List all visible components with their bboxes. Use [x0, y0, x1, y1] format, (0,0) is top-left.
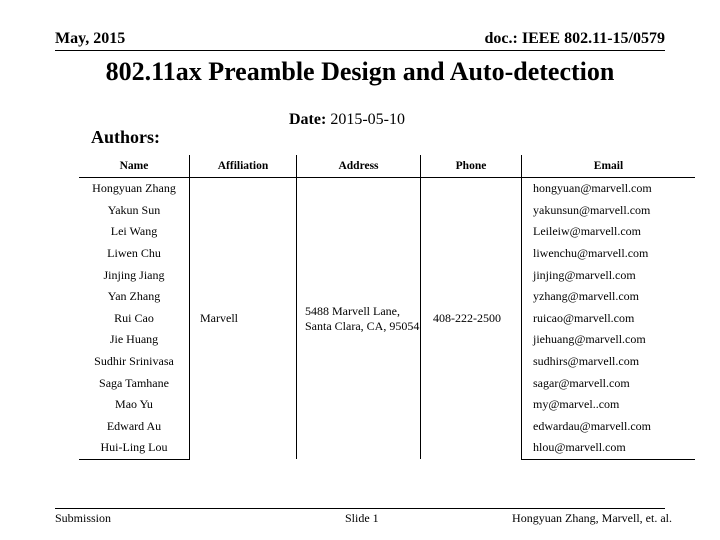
author-email: sudhirs@marvell.com [522, 351, 696, 373]
header-rule [55, 50, 665, 51]
header-doc-number: doc.: IEEE 802.11-15/0579 [484, 30, 665, 47]
author-name: Jinjing Jiang [103, 267, 165, 282]
author-name: Saga Tamhane [99, 375, 169, 390]
author-email: my@marvel..com [522, 394, 696, 416]
author-email: Leileiw@marvell.com [522, 221, 696, 243]
author-email: hongyuan@marvell.com [522, 178, 696, 200]
table-row [79, 178, 695, 200]
header-phone: Phone [421, 155, 522, 178]
author-email: hlou@marvell.com [522, 437, 696, 459]
author-name: Hongyuan Zhang [92, 181, 176, 196]
header-affiliation: Affiliation [190, 155, 297, 178]
author-name: Mao Yu [115, 397, 153, 412]
author-name: Jie Huang [109, 332, 159, 347]
header-address: Address [297, 155, 421, 178]
affiliation-cell: Marvell [190, 178, 297, 460]
header-email: Email [522, 155, 696, 178]
date-label: Date: [289, 111, 327, 128]
author-name: Hui-Ling Lou [79, 437, 190, 459]
author-email: jiehuang@marvell.com [522, 329, 696, 351]
author-name: Yakun Sun [107, 202, 161, 217]
authors-heading: Authors: [91, 127, 161, 147]
header-date: May, 2015 [55, 30, 126, 47]
date-value: 2015-05-10 [330, 111, 405, 128]
authors-table [79, 155, 695, 460]
author-email: liwenchu@marvell.com [522, 243, 696, 265]
author-name: Yan Zhang [107, 289, 161, 304]
author-name: Liwen Chu [107, 246, 161, 261]
author-name: Sudhir Srinivasa [94, 354, 174, 369]
address-cell: 5488 Marvell Lane, Santa Clara, CA, 95054 [297, 178, 421, 460]
author-email: ruicao@marvell.com [522, 308, 696, 330]
header-name: Name [79, 155, 190, 178]
author-email: edwardau@marvell.com [522, 416, 696, 438]
author-name: Rui Cao [114, 310, 154, 325]
table-header-row [79, 155, 695, 178]
footer-submission: Submission [55, 511, 112, 525]
footer-slide-number: Slide 1 [345, 511, 379, 525]
phone-cell: 408-222-2500 [421, 178, 522, 460]
author-email: yzhang@marvell.com [522, 286, 696, 308]
slide-title: 802.11ax Preamble Design and Auto-detection [105, 57, 615, 86]
author-name: Lei Wang [110, 224, 158, 239]
author-email: jinjing@marvell.com [522, 264, 696, 286]
footer-rule [55, 508, 665, 509]
author-name: Edward Au [106, 418, 162, 433]
author-email: yakunsun@marvell.com [522, 200, 696, 222]
footer-authors: Hongyuan Zhang, Marvell, et. al. [512, 511, 672, 525]
author-email: sagar@marvell.com [522, 372, 696, 394]
date-line [289, 111, 405, 129]
